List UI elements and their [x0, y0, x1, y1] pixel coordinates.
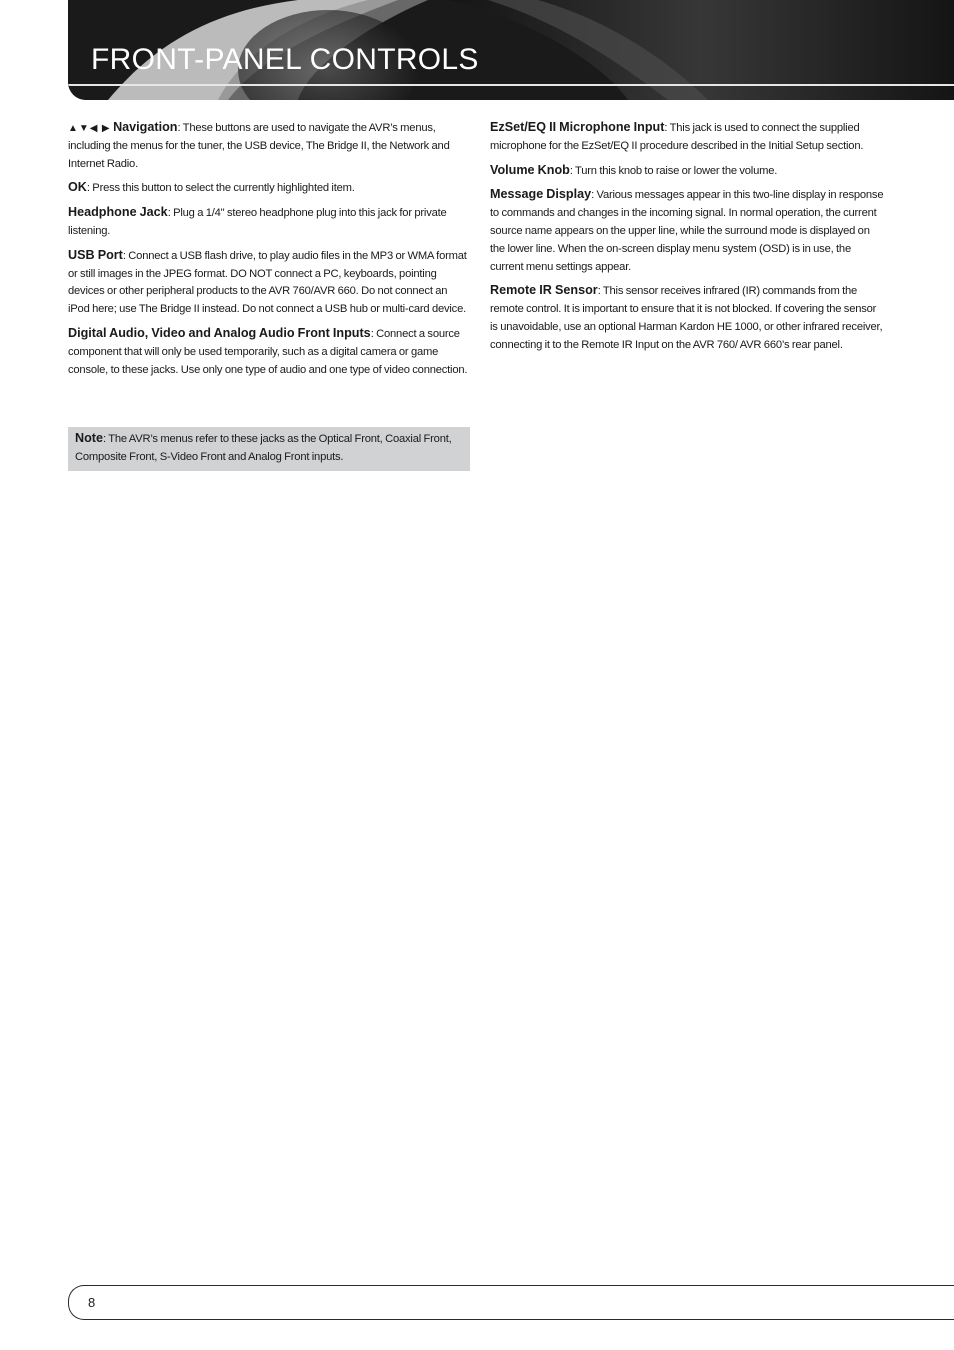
entry-microphone-input	[490, 119, 886, 156]
entry-term: Volume Knob	[490, 162, 570, 177]
header-rule	[68, 84, 954, 86]
note-text: : The AVR’s menus refer to these jacks as the Optical Front, Coaxial Front, Composite Front, S-Video Front and Analog Front inputs.	[75, 433, 452, 463]
entry-term: OK	[68, 180, 87, 195]
entry-ok	[68, 179, 470, 198]
entry-text: : Connect a USB flash drive, to play audio files in the MP3 or WMA format or still images in the JPEG format. DO NOT connect a PC, keyboards, pointing devices or other peripheral products to the AVR 760/AVR 660. Do not connect an iPod here; use The Bridge II instead. Do not connect a USB hub or multi-card device.	[68, 249, 467, 316]
page-title: FRONT-PANEL CONTROLS	[91, 43, 479, 76]
left-column	[68, 119, 470, 385]
entry-term: Digital Audio, Video and Analog Audio Front Inputs	[68, 325, 371, 340]
note-term: Note	[75, 431, 103, 445]
note-box	[68, 427, 470, 471]
entry-text: : Press this button to select the currently highlighted item.	[86, 182, 355, 195]
page-number: 8	[88, 1295, 96, 1310]
entry-term: USB Port	[68, 247, 123, 262]
entry-navigation	[68, 119, 470, 173]
entry-term: Headphone Jack	[68, 205, 168, 220]
entry-term: Message Display	[490, 187, 592, 202]
entry-headphone-jack	[68, 204, 470, 241]
entry-text: : Plug a 1/4" stereo headphone plug into this jack for private listening.	[68, 207, 447, 237]
entry-text: : Connect a source component that will only be used temporarily, such as a digital camera or game console, to these jacks. Use only one type of audio and one type of video connection.	[68, 327, 468, 376]
entry-volume-knob	[490, 162, 886, 181]
entry-term: Remote IR Sensor	[490, 283, 598, 298]
entry-usb-port	[68, 247, 470, 319]
entry-text: : This jack is used to connect the supplied microphone for the EzSet/EQ II procedure described in the Initial Setup section.	[490, 122, 864, 152]
entry-front-inputs	[68, 325, 470, 379]
page-header-banner	[68, 0, 954, 100]
entry-text: : Various messages appear in this two-line display in response to commands and changes in the incoming signal. In normal operation, the current source name appears on the upper line, while the surround mode is displayed on the lower line. When the on-screen display menu system (OSD) is in use, the current menu settings appear.	[490, 189, 884, 273]
entry-term: Navigation	[113, 120, 178, 134]
right-column	[490, 119, 886, 361]
entry-text: : These buttons are used to navigate the AVR’s menus, including the menus for the tuner, the USB device, The Bridge II, the Network and Internet Radio.	[68, 122, 450, 170]
page-footer	[68, 1285, 954, 1320]
entry-text: : Turn this knob to raise or lower the volume.	[569, 164, 778, 177]
entry-text: : This sensor receives infrared (IR) commands from the remote control. It is important to ensure that it is not blocked. If covering the sensor is unavoidable, use an optional Harman Kardon HE 1000, or other infrared receiver, connecting it to the Remote IR Input on the AVR 760/ AVR 660’s rear panel.	[490, 285, 883, 351]
entry-remote-ir-sensor	[490, 282, 886, 354]
entry-message-display	[490, 186, 886, 276]
navigation-arrows-icon: ▲▼◀ ▶	[68, 123, 111, 134]
entry-term: EzSet/EQ II Microphone Input	[490, 120, 665, 134]
